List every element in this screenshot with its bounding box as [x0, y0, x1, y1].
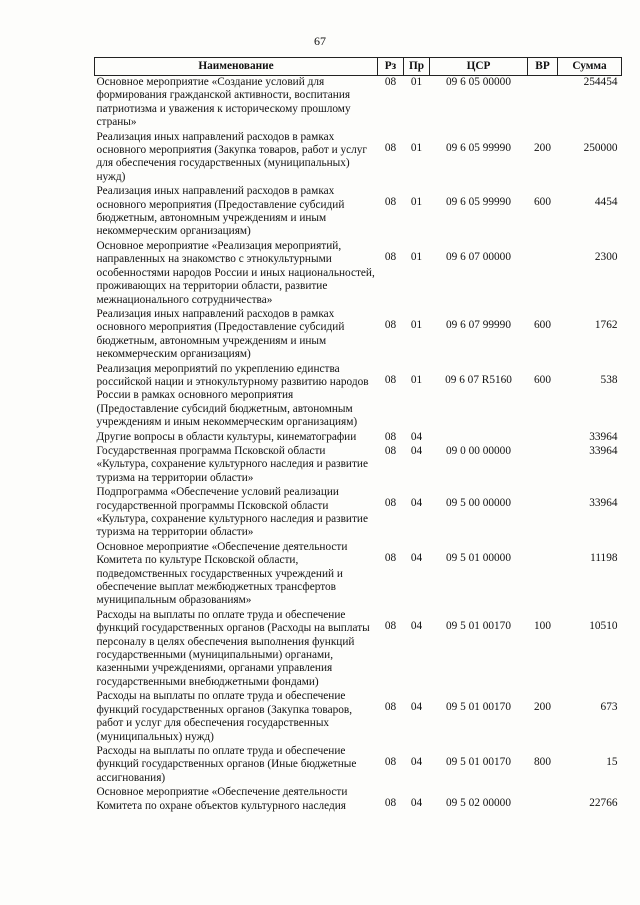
header-name: Наименование [95, 58, 378, 76]
table-row [95, 745, 622, 786]
table-row [95, 690, 622, 745]
row-vr: 600 [534, 196, 551, 209]
row-sum: 4454 [594, 196, 618, 209]
table-row [95, 541, 622, 609]
row-csr: 09 6 05 99990 [446, 196, 511, 209]
table-row [95, 131, 622, 186]
row-rz: 08 [384, 76, 397, 88]
row-sum: 538 [600, 373, 618, 386]
table-row [95, 786, 622, 814]
row-sum: 33964 [589, 497, 618, 510]
row-sum: 1762 [594, 318, 618, 331]
row-rz: 08 [384, 318, 397, 331]
table-row [95, 76, 622, 131]
row-vr [528, 431, 558, 445]
row-name: Основное мероприятие «Создание условий для формирования гражданской активности, воспитания патриотизма и уважения к историческому прошлому страны» [96, 76, 351, 129]
row-vr: 100 [534, 619, 551, 632]
row-name: Основное мероприятие «Обеспечение деятельности Комитета по охране объектов культурного наследия [96, 786, 348, 812]
table-row [95, 363, 622, 431]
row-sum: 254454 [583, 76, 618, 88]
page-number: 67 [314, 34, 326, 48]
row-pr: 01 [410, 373, 423, 386]
row-name: Подпрограмма «Обеспечение условий реализации государственной программы Псковской области «Культура, сохранение культурного наследия и развитие туризма на территории области» [96, 486, 368, 539]
row-pr: 04 [410, 755, 423, 768]
row-pr: 01 [410, 76, 423, 88]
row-csr: 09 0 00 00000 [446, 444, 511, 457]
table-row [95, 431, 622, 445]
table-row [95, 308, 622, 363]
header-pr: Пр [404, 58, 430, 76]
row-sum: 11198 [590, 551, 618, 564]
row-name: Государственная программа Псковской области «Культура, сохранение культурного наследия и развитие туризма на территории области» [96, 444, 368, 484]
row-name: Реализация иных направлений расходов в рамках основного мероприятия (Предоставление субсидий бюджетным, автономным учреждениям и иным некоммерческим организациям) [96, 185, 345, 238]
row-name: Реализация мероприятий по укреплению единства российской нации и этнокультурному развитию народов России в рамках основного мероприятия (Предоставление субсидий бюджетным, автономным учреждениям и иным некоммерческим организациям) [96, 362, 369, 429]
header-sum: Сумма [558, 58, 622, 76]
row-pr: 01 [410, 250, 423, 263]
row-vr: 600 [534, 318, 551, 331]
row-pr: 04 [410, 701, 423, 714]
row-pr: 04 [410, 430, 423, 443]
row-pr: 04 [410, 444, 423, 457]
row-vr [528, 486, 558, 541]
row-rz: 08 [384, 797, 397, 810]
table-header-row [95, 58, 622, 76]
header-csr: ЦСР [430, 58, 528, 76]
row-csr: 09 5 01 00170 [446, 755, 511, 768]
row-csr: 09 6 05 00000 [446, 76, 511, 88]
row-name: Расходы на выплаты по оплате труда и обеспечение функций государственных органов (Иные бюджетные ассигнования) [96, 744, 357, 784]
row-sum: 250000 [583, 141, 618, 154]
row-rz: 08 [384, 701, 397, 714]
row-sum: 33964 [589, 430, 618, 443]
row-name: Основное мероприятие «Обеспечение деятельности Комитета по культуре Псковской области, подведомственных государственных учреждений и обеспечение выплат межбюджетных трансфертов муниципальным образованиям» [96, 540, 348, 607]
header-rz: Рз [378, 58, 404, 76]
row-vr: 600 [534, 373, 551, 386]
budget-table [94, 57, 622, 814]
row-pr: 04 [410, 551, 423, 564]
row-sum: 10510 [589, 619, 618, 632]
row-rz: 08 [384, 373, 397, 386]
row-vr: 800 [534, 755, 551, 768]
row-name: Реализация иных направлений расходов в рамках основного мероприятия (Закупка товаров, работ и услуг для обеспечения государственных (муниципальных) нужд) [96, 130, 368, 183]
table-row [95, 445, 622, 486]
table-row [95, 185, 622, 240]
row-vr [528, 445, 558, 486]
row-vr: 200 [534, 141, 551, 154]
row-csr: 09 6 07 R5160 [445, 373, 512, 386]
row-name: Расходы на выплаты по оплате труда и обеспечение функций государственных органов (Расходы на выплаты персоналу в целях обеспечения выполнения функций государственными (муниципальными) органами, казенными учреждениями, органами управления государственными внебюджетными фондами) [96, 608, 370, 688]
row-csr: 09 5 01 00170 [446, 619, 511, 632]
row-name: Реализация иных направлений расходов в рамках основного мероприятия (Предоставление субсидий бюджетным, автономным учреждениям и иным некоммерческим организациям) [96, 307, 345, 361]
row-rz: 08 [384, 551, 397, 564]
row-pr: 04 [410, 497, 423, 510]
table-row [95, 609, 622, 690]
row-pr: 01 [410, 141, 423, 154]
table-row [95, 240, 622, 308]
row-vr [528, 786, 558, 814]
row-sum: 2300 [594, 250, 618, 263]
row-vr [528, 76, 558, 131]
row-vr: 200 [534, 701, 551, 714]
row-name: Другие вопросы в области культуры, кинематографии [96, 430, 357, 443]
row-vr [528, 240, 558, 308]
row-name: Расходы на выплаты по оплате труда и обеспечение функций государственных органов (Закупка товаров, работ и услуг для обеспечения государственных (муниципальных) нужд) [96, 690, 353, 743]
row-pr: 01 [410, 318, 423, 331]
row-rz: 08 [384, 250, 397, 263]
row-csr [430, 431, 528, 445]
row-rz: 08 [384, 497, 397, 510]
row-csr: 09 5 01 00170 [446, 701, 511, 714]
row-pr: 01 [410, 196, 423, 209]
row-csr: 09 6 05 99990 [446, 141, 511, 154]
row-pr: 04 [410, 797, 423, 810]
row-rz: 08 [384, 444, 397, 457]
row-rz: 08 [384, 430, 397, 443]
row-sum: 15 [606, 755, 618, 768]
row-sum: 22766 [589, 797, 618, 810]
row-rz: 08 [384, 196, 397, 209]
row-sum: 673 [600, 701, 618, 714]
row-name: Основное мероприятие «Реализация мероприятий, направленных на знакомство с этнокультурными особенностями народов России и иных национальностей, проживающих на территории области, развитие межнационального сотрудничества» [96, 239, 375, 306]
row-rz: 08 [384, 141, 397, 154]
row-csr: 09 5 00 00000 [446, 497, 511, 510]
row-rz: 08 [384, 619, 397, 632]
row-sum: 33964 [589, 444, 618, 457]
row-pr: 04 [410, 619, 423, 632]
table-body [95, 76, 622, 814]
row-vr [528, 541, 558, 609]
row-csr: 09 5 02 00000 [446, 797, 511, 810]
row-rz: 08 [384, 755, 397, 768]
row-csr: 09 6 07 99990 [446, 318, 511, 331]
row-csr: 09 5 01 00000 [446, 551, 511, 564]
header-vr: ВР [528, 58, 558, 76]
table-row [95, 486, 622, 541]
row-csr: 09 6 07 00000 [446, 250, 511, 263]
